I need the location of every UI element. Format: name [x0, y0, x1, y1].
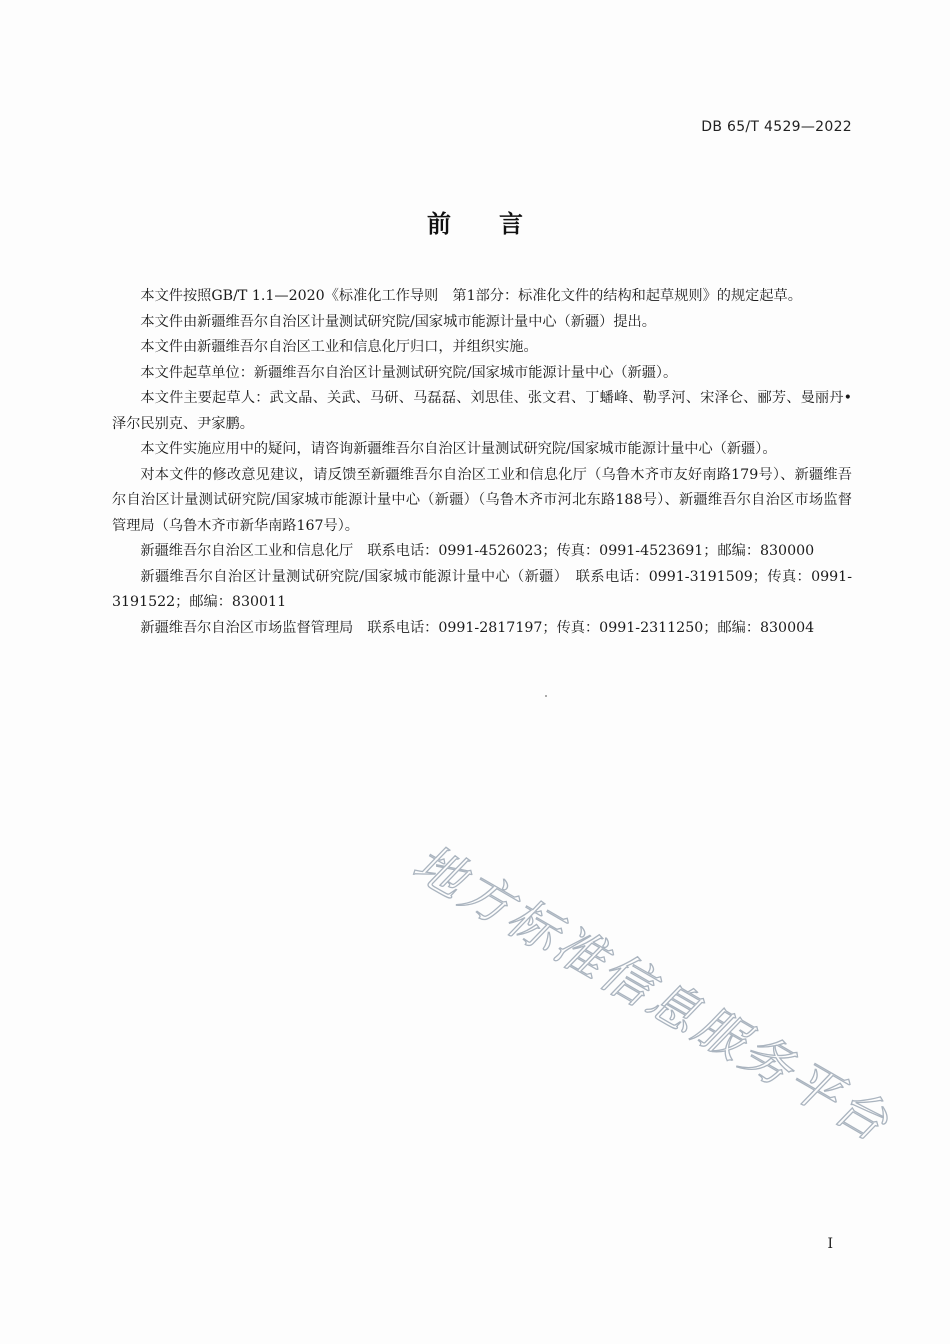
page-number: I	[827, 1236, 833, 1252]
preface-body	[112, 284, 852, 641]
scan-speck	[545, 695, 547, 697]
standard-code: DB 65/T 4529—2022	[701, 119, 852, 135]
paragraph-contact-market: 新疆维吾尔自治区市场监督管理局 联系电话：0991-2817197；传真：0991-2311250；邮编：830004	[140, 619, 815, 636]
paragraph-proposer: 本文件由新疆维吾尔自治区计量测试研究院/国家城市能源计量中心（新疆）提出。	[140, 313, 656, 330]
paragraph-inquiries: 本文件实施应用中的疑问，请咨询新疆维吾尔自治区计量测试研究院/国家城市能源计量中心（新疆）。	[140, 441, 777, 457]
paragraph-contact-metrology: 新疆维吾尔自治区计量测试研究院/国家城市能源计量中心（新疆） 联系电话：0991-3191509；传真：0991-3191522；邮编：830011	[112, 568, 852, 610]
paragraph-feedback: 对本文件的修改意见建议，请反馈至新疆维吾尔自治区工业和信息化厅（乌鲁木齐市友好南路179号）、新疆维吾尔自治区计量测试研究院/国家城市能源计量中心（新疆）（乌鲁木齐市河北东路188号）、新疆维吾尔自治区市场监督管理局（乌鲁木齐市新华南路167号）。	[112, 466, 852, 534]
paragraph-drafters: 本文件主要起草人：武文晶、关武、马研、马磊磊、刘思佳、张文君、丁蟠峰、勒孚河、宋泽仑、郦芳、曼丽丹•泽尔民别克、尹家鹏。	[112, 390, 852, 432]
paragraph-contact-industry: 新疆维吾尔自治区工业和信息化厅 联系电话：0991-4526023；传真：0991-4523691；邮编：830000	[140, 543, 815, 559]
page-title: 前言	[427, 210, 571, 238]
paragraph-drafting-rules: 本文件按照GB/T 1.1—2020《标准化工作导则 第1部分：标准化文件的结构和起草规则》的规定起草。	[140, 288, 802, 304]
watermark: 地方标准信息服务平台	[403, 833, 901, 1154]
paragraph-administrator: 本文件由新疆维吾尔自治区工业和信息化厅归口，并组织实施。	[140, 339, 538, 355]
paragraph-drafting-unit: 本文件起草单位：新疆维吾尔自治区计量测试研究院/国家城市能源计量中心（新疆）。	[140, 364, 678, 381]
